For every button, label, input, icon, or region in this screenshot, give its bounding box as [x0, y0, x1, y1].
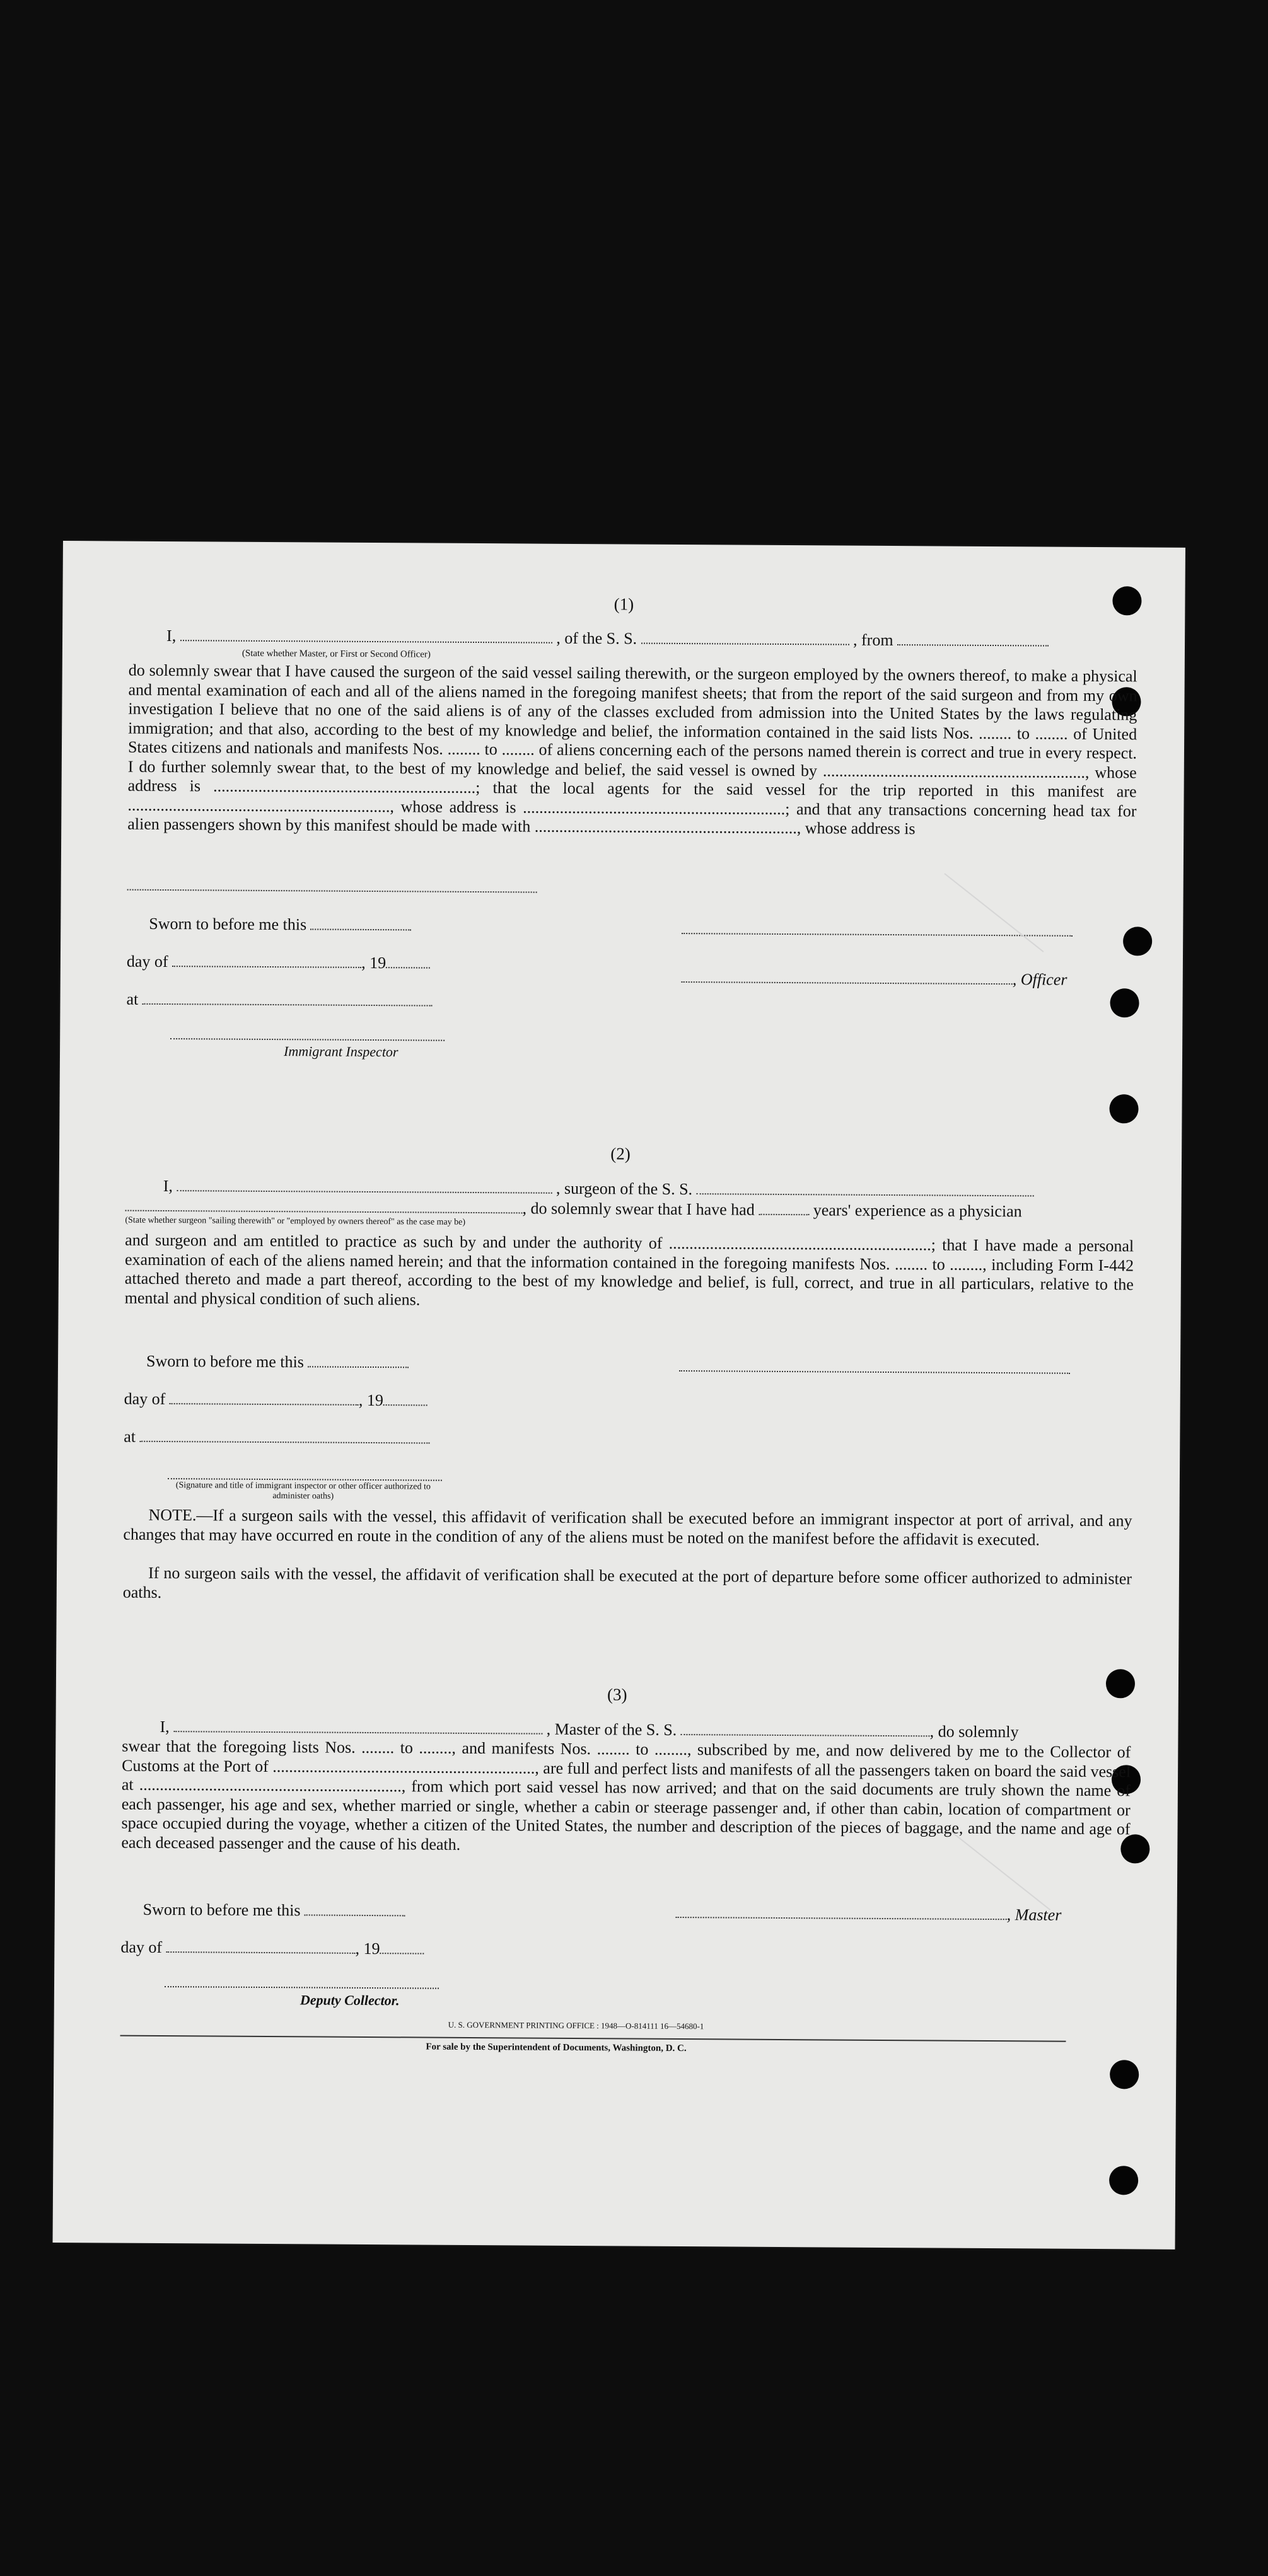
section1-body: do solemnly swear that I have caused the surgeon of the said vessel sailing therewith, or the surgeon employed by the owners thereof, to make a physical and mental examination of each and all of the aliens named in the foregoing manifest sheets; that from the report of the said surgeon and from my own investigation I believe that no one of the said aliens is of any of the classes excluded from admission into the United States by the laws regulating immigration; and that also, according to the best of my knowledge and belief, the information contained in the said lists Nos. ........ to ........ of United States citizens and nationals and manifests Nos. ........ to ........ of aliens concerning each of the persons named therein is correct and true in every respect. I do further solemnly swear that, to the best of my knowledge and belief, the said vessel is owned by ................................................................, whose address is ................................................................; that the local agents for the said vessel for the trip reported in this manifest are ................................................................, whose address is ................................................................; and that any transactions concerning head tax for alien passengers shown by this manifest should be made with ................................................................, whose address is	[127, 661, 1137, 838]
section2-line2: , do solemnly swear that I have had years' experience as a physician	[125, 1197, 1021, 1222]
note-surgeon: NOTE.—If a surgeon sails with the vessel, this affidavit of verification shall be executed before an immigrant inspector at port of arrival, and any changes that may have occurred en route in the condition of any of the aliens must be noted on the manifest before the affidavit is executed.	[123, 1505, 1132, 1549]
from-port-field[interactable]	[897, 644, 1049, 646]
gpo-imprint: U. S. GOVERNMENT PRINTING OFFICE : 1948—O-814111 16—54680-1	[448, 2019, 704, 2031]
place-field[interactable]	[140, 1440, 430, 1444]
section-number: (2)	[610, 1144, 631, 1164]
month-field[interactable]	[170, 1402, 359, 1406]
officer-hint: (State whether Master, or First or Second Officer)	[241, 648, 431, 660]
at-line: at	[124, 1428, 429, 1448]
binder-hole	[1109, 1094, 1138, 1123]
ship-name-field[interactable]	[641, 642, 849, 645]
note-no-surgeon: If no surgeon sails with the vessel, the affidavit of verification shall be executed at the port of departure before some officer authorized to administer oaths.	[122, 1563, 1132, 1602]
binder-hole	[1110, 2060, 1139, 2089]
collector-signature-field[interactable]	[165, 1986, 439, 1989]
master-line: , Master	[676, 1903, 1062, 1925]
section-number: (3)	[607, 1685, 627, 1704]
month-field[interactable]	[172, 965, 361, 968]
collector-label: Deputy Collector.	[300, 1992, 400, 2009]
bleed-through-mark	[944, 873, 1044, 952]
section3-body: swear that the foregoing lists Nos. ........ to ........, and manifests Nos. ........ to ........, subscribed by me, and now delivered by me to the Collector of Customs at the Port of ................................................................, are full and perfect lists and manifests of all the passengers taken on board the said vessel at ................................................................, from which port said vessel has now arrived; and that on the said documents are truly shown the name of each passenger, his age and sex, whether married or single, whether a cabin or steerage passenger and, if other than cabin, location of compartment or space occupied during the voyage, whether a citizen of the United States, the number and description of the pieces of baggage, and the name and age of each deceased passenger and the cause of his death.	[121, 1736, 1131, 1854]
year-field[interactable]	[383, 1404, 428, 1406]
day-of-line: day of , 19	[127, 952, 430, 973]
inspector-signature-field[interactable]	[170, 1038, 445, 1041]
surgeon-status-field[interactable]	[125, 1210, 523, 1214]
master-name-field[interactable]	[173, 1730, 542, 1735]
sworn-day-field[interactable]	[308, 1365, 409, 1368]
binder-hole	[1123, 927, 1152, 956]
officer-signature-field[interactable]	[682, 933, 1073, 937]
ship-name-field[interactable]	[681, 1733, 930, 1736]
section3-line1: I, , Master of the S. S. , do solemnly	[160, 1717, 1019, 1741]
surgeon-name-field[interactable]	[177, 1189, 552, 1194]
at-line: at	[126, 990, 432, 1011]
officer-line: , Officer	[682, 968, 1067, 990]
binder-hole	[1110, 988, 1139, 1017]
ship-name-field[interactable]	[697, 1193, 1034, 1196]
section1-line1: I, , of the S. S. , from	[166, 627, 1049, 651]
binder-hole	[1109, 2166, 1138, 2195]
sworn-line: Sworn to before me this	[149, 915, 412, 935]
officer-title-field[interactable]	[682, 981, 1013, 985]
signature-hint: (Signature and title of immigrant inspector or other officer authorized to administer oaths)	[175, 1481, 431, 1501]
inspector-label: Immigrant Inspector	[283, 1043, 398, 1060]
day-of-line: day of , 19	[120, 1938, 424, 1959]
surgeon-hint: (State whether surgeon "sailing therewith" or "employed by owners thereof" as the case may be)	[125, 1215, 466, 1227]
section2-body: and surgeon and am entitled to practice as such by and under the authority of ................................................................; that I have made a personal examination of each of the aliens named herein; and that the information contained in the foregoing manifests Nos. ........ to ........, including Form I-442 attached thereto and made a part thereof, according to the best of my knowledge and belief, is full, correct, and true in all particulars, relative to the mental and physical condition of such aliens.	[124, 1230, 1134, 1308]
section2-line1: I, , surgeon of the S. S.	[163, 1177, 1034, 1201]
month-field[interactable]	[166, 1951, 356, 1954]
sale-notice: For sale by the Superintendent of Documents, Washington, D. C.	[426, 2042, 687, 2054]
surgeon-signature-field[interactable]	[679, 1370, 1070, 1374]
years-field[interactable]	[759, 1213, 809, 1215]
address-continuation-field[interactable]	[127, 889, 537, 893]
sworn-day-field[interactable]	[311, 928, 412, 930]
sworn-line: Sworn to before me this	[146, 1352, 409, 1373]
manifest-affidavit-sheet	[53, 541, 1185, 2250]
sworn-line: Sworn to before me this	[143, 1900, 406, 1921]
officer-name-field[interactable]	[180, 639, 552, 644]
section-number: (1)	[614, 594, 634, 614]
master-signature-field[interactable]	[676, 1916, 1007, 1920]
year-field[interactable]	[380, 1952, 424, 1954]
sworn-day-field[interactable]	[305, 1914, 405, 1916]
footer-rule	[120, 2035, 1066, 2042]
place-field[interactable]	[143, 1003, 433, 1007]
day-of-line: day of , 19	[124, 1390, 428, 1411]
year-field[interactable]	[386, 966, 430, 968]
